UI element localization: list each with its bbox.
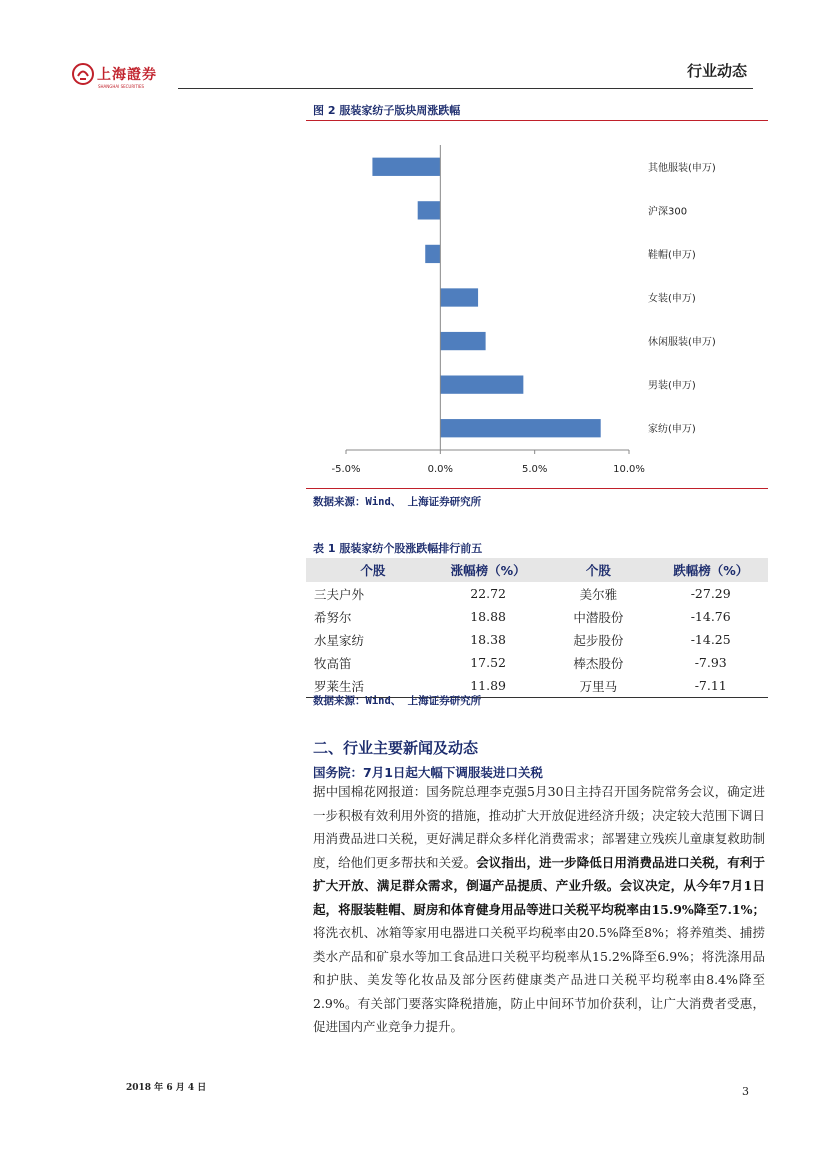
- category-label: 女装(申万): [648, 293, 696, 305]
- category-label: 沪深300: [648, 206, 688, 218]
- loser-value: -7.93: [694, 655, 727, 670]
- header-loss: 跌幅榜（%）: [653, 558, 768, 582]
- sector-change-chart: [306, 140, 768, 480]
- bar-0: [372, 158, 440, 176]
- table-row: [306, 582, 768, 605]
- x-tick-label: 0.0%: [427, 464, 454, 475]
- loser-value: -14.25: [690, 632, 731, 647]
- gainer-name: 三夫户外: [314, 586, 365, 602]
- news-paragraph-details: 将洗衣机、冰箱等家用电器进口关税平均税率由20.5%降至8%；将养殖类、捕捞类水产品和矿泉水等加工食品进口关税平均税率从15.2%降至6.9%；将洗涤用品和护肤、美发等化妆品及部分医药健康类产品进口关税平均税率由8.4%降至2.9%。有关部门要落实降税措施，防止中间环节加价获利，让广大消费者受惠，促进国内产业竞争力提升。: [313, 925, 765, 1034]
- news-paragraph-intro: 据中国棉花网报道：国务院总理李克强5月30日主持召开国务院常务会议，确定进一步积极有效利用外资的措施，推动扩大开放促进经济升级；决定较大范围下调日用消费品进口关税，更好满足群众多样化消费需求；部署建立残疾儿童康复救助制度，给他们更多帮扶和关爱。: [313, 784, 765, 870]
- x-tick-label: 5.0%: [521, 464, 548, 475]
- table-caption: 表 1 服装家纺个股涨跌幅排行前五: [313, 542, 483, 555]
- loser-name: 起步股份: [573, 632, 624, 648]
- table-row: [306, 628, 768, 651]
- loser-name: 棒杰股份: [573, 655, 624, 671]
- company-logo: [72, 62, 172, 86]
- table-row: [306, 605, 768, 628]
- category-label: 其他服装(申万): [648, 162, 716, 174]
- gainer-name: 水星家纺: [314, 632, 365, 648]
- bar-3: [440, 288, 478, 306]
- category-label: 家纺(申万): [648, 424, 696, 436]
- loser-name: 中潜股份: [573, 609, 624, 625]
- logo-text: 上海證券: [97, 67, 157, 83]
- category-label: 鞋帽(申万): [648, 249, 696, 261]
- category-label: 男装(申万): [648, 380, 696, 392]
- loser-value: -7.11: [653, 674, 768, 698]
- header-stock-loser: 个股: [543, 558, 653, 582]
- report-category: 行业动态: [686, 62, 747, 80]
- news-paragraph-emphasis: 会议指出，进一步降低日用消费品进口关税，有利于扩大开放、满足群众需求，倒逼产品提质、产业升级。会议决定，从今年7月1日起，将服装鞋帽、厨房和体育健身用品等进口关税平均税率由15.9%降至7.1%；: [313, 854, 765, 917]
- table-header-row: [306, 558, 768, 582]
- x-tick-label: 10.0%: [613, 464, 645, 475]
- loser-value: -27.29: [690, 586, 731, 601]
- logo-subtitle: SHANGHAI SECURITIES: [98, 84, 145, 89]
- news-body: [313, 780, 765, 1039]
- header-gain: 涨幅榜（%）: [433, 558, 544, 582]
- table-row: [306, 651, 768, 674]
- bar-5: [440, 375, 523, 393]
- bar-4: [440, 332, 485, 350]
- gainer-name: 罗莱生活: [306, 674, 433, 698]
- loser-name: 美尔雅: [579, 586, 618, 602]
- bar-2: [425, 245, 440, 263]
- gainer-value: 17.52: [470, 655, 507, 670]
- loser-value: -14.76: [690, 609, 731, 624]
- gainer-value: 18.88: [470, 609, 507, 624]
- figure-caption: 图 2 服装家纺子版块周涨跌幅: [313, 104, 461, 117]
- category-label: 休闲服装(申万): [648, 337, 716, 349]
- figure-bottom-rule: [306, 488, 768, 489]
- bar-1: [418, 201, 441, 219]
- stock-ranking-table: [306, 558, 768, 698]
- header-stock-gainer: 个股: [306, 558, 433, 582]
- figure-top-rule: [306, 120, 768, 121]
- x-tick-label: -5.0%: [331, 464, 361, 475]
- section-title: 二、行业主要新闻及动态: [313, 739, 479, 757]
- bar-6: [440, 419, 600, 437]
- figure-source: 数据来源：Wind、 上海证券研究所: [313, 496, 482, 508]
- header-divider: [178, 88, 753, 89]
- page-number: 3: [742, 1085, 749, 1098]
- gainer-value: 11.89: [433, 674, 544, 698]
- table-source: 数据来源：Wind、 上海证券研究所: [313, 695, 482, 707]
- report-date: 2018 年 6 月 4 日: [126, 1083, 207, 1093]
- gainer-name: 牧高笛: [314, 655, 352, 671]
- gainer-value: 18.38: [470, 632, 507, 647]
- loser-name: 万里马: [543, 674, 653, 698]
- gainer-name: 希努尔: [314, 609, 352, 625]
- gainer-value: 22.72: [470, 586, 507, 601]
- news-headline: 国务院：7月1日起大幅下调服装进口关税: [313, 765, 543, 780]
- logo-emblem-icon: [72, 63, 94, 85]
